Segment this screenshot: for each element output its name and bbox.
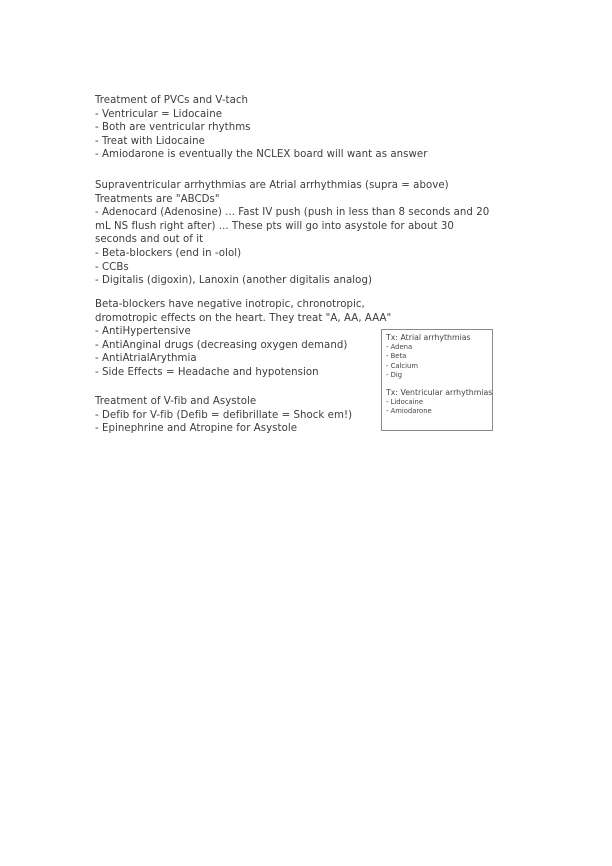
list-item: - CCBs	[95, 261, 129, 273]
list-item: - Digitalis (digoxin), Lanoxin (another digitalis analog)	[95, 275, 372, 287]
list-item: - AntiHypertensive	[95, 326, 191, 338]
list-item: - Side Effects = Headache and hypotension	[95, 366, 319, 378]
list-item: - Adena	[386, 342, 413, 351]
atrial-heading: Tx: Atrial arrhythmias	[386, 333, 471, 342]
list-item: - Dig	[386, 371, 403, 380]
list-item: - Treat with Lidocaine	[95, 135, 205, 147]
supraventricular-section	[95, 179, 495, 288]
section-heading-continued: dromotropic effects on the heart. They treat "A, AA, AAA"	[95, 312, 392, 324]
list-item: - Beta-blockers (end in -olol)	[95, 247, 242, 259]
section-heading: Supraventricular arrhythmias are Atrial arrhythmias (supra = above) Treatments are "ABCDs"	[95, 180, 449, 205]
pvc-vtach-section	[95, 94, 427, 162]
list-item: - Adenocard (Adenosine) ... Fast IV push (push in less than 8 seconds and 20 mL NS flush right after) ... These pts will go into asystole for about 30 seconds and out of it	[95, 207, 490, 246]
list-item: - Ventricular = Lidocaine	[95, 108, 223, 120]
section-heading: Treatment of PVCs and V-tach	[95, 95, 249, 106]
list-item: - AntiAnginal drugs (decreasing oxygen demand)	[95, 339, 348, 351]
list-item: - Amiodarone is eventually the NCLEX board will want as answer	[95, 149, 428, 161]
list-item: - Calcium	[386, 361, 418, 370]
section-heading: Treatment of V-fib and Asystole	[95, 396, 257, 407]
list-item: - Both are ventricular rhythms	[95, 122, 251, 134]
treatment-summary-box	[381, 329, 493, 431]
vfib-asystole-section	[95, 395, 352, 436]
ventricular-heading: Tx: Ventricular arrhythmias	[386, 387, 493, 397]
beta-blockers-section	[95, 298, 391, 380]
list-item: - Epinephrine and Atropine for Asystole	[95, 423, 298, 435]
spacer	[386, 381, 488, 388]
list-item: - Lidocaine	[386, 397, 424, 406]
section-heading: Beta-blockers have negative inotropic, chronotropic,	[95, 299, 365, 310]
list-item: - Amiodarone	[386, 407, 432, 416]
list-item: - AntiAtrialArythmia	[95, 353, 197, 365]
list-item: - Defib for V-fib (Defib = defibrillate = Shock em!)	[95, 409, 353, 421]
list-item: - Beta	[386, 352, 407, 361]
